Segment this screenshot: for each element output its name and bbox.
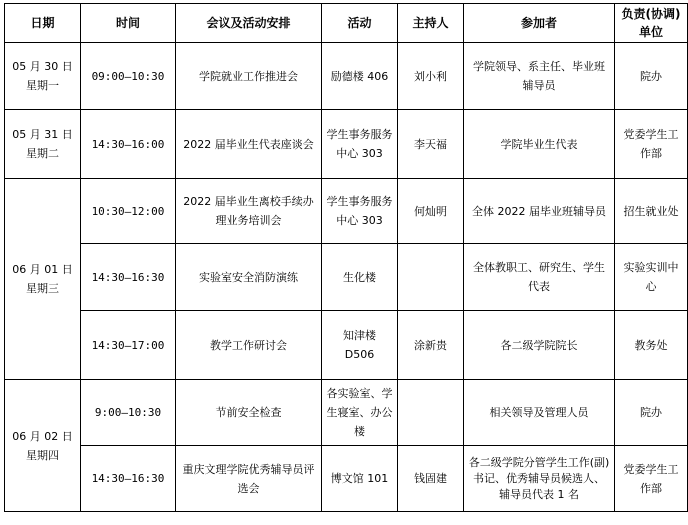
time-cell: 14:30—16:00 (81, 110, 176, 179)
host-cell: 何灿明 (398, 179, 464, 244)
meeting-cell: 重庆文理学院优秀辅导员评选会 (176, 446, 322, 512)
unit-cell: 院办 (615, 380, 688, 446)
header-row (5, 4, 688, 43)
time-cell: 14:30—17:00 (81, 311, 176, 380)
meeting-cell: 实验室安全消防演练 (176, 244, 322, 311)
time-cell: 9:00—10:30 (81, 380, 176, 446)
date-cell: 05 月 30 日 星期一 (5, 43, 81, 110)
table-row (5, 446, 688, 512)
meeting-cell: 2022 届毕业生离校手续办理业务培训会 (176, 179, 322, 244)
host-cell (398, 244, 464, 311)
table-row (5, 179, 688, 244)
header-host: 主持人 (398, 4, 464, 43)
participants-cell: 相关领导及管理人员 (464, 380, 615, 446)
unit-cell: 实验实训中心 (615, 244, 688, 311)
table-row (5, 110, 688, 179)
unit-cell: 党委学生工作部 (615, 446, 688, 512)
time-cell: 09:00—10:30 (81, 43, 176, 110)
header-date: 日期 (5, 4, 81, 43)
unit-cell: 教务处 (615, 311, 688, 380)
unit-cell: 党委学生工作部 (615, 110, 688, 179)
meeting-cell: 学院就业工作推进会 (176, 43, 322, 110)
venue-cell: 学生事务服务中心 303 (322, 179, 398, 244)
participants-cell: 学院毕业生代表 (464, 110, 615, 179)
date-cell: 05 月 31 日 星期二 (5, 110, 81, 179)
venue-cell: 生化楼 (322, 244, 398, 311)
host-cell: 刘小利 (398, 43, 464, 110)
header-venue: 活动 (322, 4, 398, 43)
venue-cell: 知津楼 D506 (322, 311, 398, 380)
venue-cell: 学生事务服务中心 303 (322, 110, 398, 179)
table-row (5, 43, 688, 110)
unit-cell: 招生就业处 (615, 179, 688, 244)
venue-cell: 励德楼 406 (322, 43, 398, 110)
host-cell: 涂新贵 (398, 311, 464, 380)
meeting-cell: 节前安全检查 (176, 380, 322, 446)
meeting-cell: 2022 届毕业生代表座谈会 (176, 110, 322, 179)
host-cell: 李天福 (398, 110, 464, 179)
participants-cell: 学院领导、系主任、毕业班辅导员 (464, 43, 615, 110)
table-row (5, 244, 688, 311)
participants-cell: 全体 2022 届毕业班辅导员 (464, 179, 615, 244)
time-cell: 10:30—12:00 (81, 179, 176, 244)
table-row (5, 380, 688, 446)
time-cell: 14:30—16:30 (81, 244, 176, 311)
participants-cell: 全体教职工、研究生、学生代表 (464, 244, 615, 311)
venue-cell: 博文馆 101 (322, 446, 398, 512)
date-cell: 06 月 01 日 星期三 (5, 179, 81, 380)
header-unit: 负责(协调)单位 (615, 4, 688, 43)
header-meeting: 会议及活动安排 (176, 4, 322, 43)
header-time: 时间 (81, 4, 176, 43)
header-participants: 参加者 (464, 4, 615, 43)
participants-cell: 各二级学院院长 (464, 311, 615, 380)
time-cell: 14:30—16:30 (81, 446, 176, 512)
table-row (5, 311, 688, 380)
meeting-cell: 教学工作研讨会 (176, 311, 322, 380)
participants-cell: 各二级学院分管学生工作(副)书记、优秀辅导员候选人、辅导员代表 1 名 (464, 446, 615, 512)
schedule-table (4, 3, 688, 512)
unit-cell: 院办 (615, 43, 688, 110)
host-cell (398, 380, 464, 446)
venue-cell: 各实验室、学生寝室、办公楼 (322, 380, 398, 446)
date-cell: 06 月 02 日 星期四 (5, 380, 81, 512)
host-cell: 钱固建 (398, 446, 464, 512)
